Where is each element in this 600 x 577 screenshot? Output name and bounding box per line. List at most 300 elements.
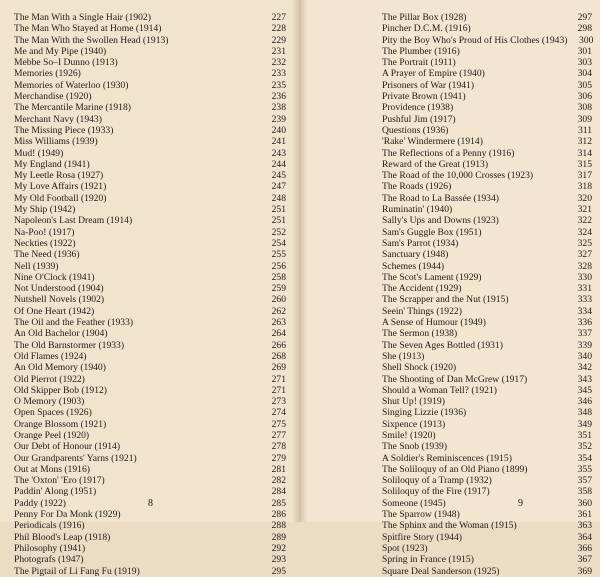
contents-entry	[382, 283, 592, 294]
entry-page-number: 233	[271, 68, 286, 80]
entry-page-number: 343	[577, 373, 592, 385]
entry-title: The Sermon (1938)	[382, 328, 458, 340]
entry-title: Paddy (1922)	[14, 497, 66, 509]
contents-entry	[14, 68, 286, 79]
entry-title: My Ship (1942)	[14, 204, 76, 216]
entry-title: The Man Who Stayed at Home (1914)	[14, 23, 162, 35]
entry-title: Someone (1945)	[382, 497, 446, 509]
entry-page-number: 321	[577, 204, 592, 216]
entry-title: The Pillar Box (1928)	[382, 12, 467, 23]
entry-title: A Sense of Humour (1949)	[382, 317, 486, 329]
contents-entry	[14, 464, 286, 475]
entry-title: Penny For Da Monk (1929)	[14, 509, 121, 521]
entry-page-number: 241	[271, 136, 286, 148]
contents-entry	[382, 532, 592, 543]
contents-entry	[382, 509, 592, 520]
contents-entry	[382, 351, 592, 362]
entry-title: The Accident (1929)	[382, 283, 462, 295]
entry-title: Out at Mons (1916)	[14, 463, 90, 475]
entry-page-number: 245	[271, 170, 286, 182]
contents-entry	[14, 272, 286, 283]
entry-title: The Snob (1939)	[382, 441, 448, 453]
contents-entry	[382, 294, 592, 305]
entry-page-number: 324	[577, 226, 592, 238]
contents-entry	[14, 80, 286, 91]
entry-page-number: 236	[271, 91, 286, 103]
entry-title: Old Flames (1924)	[14, 350, 87, 362]
contents-entry	[382, 520, 592, 531]
entry-page-number: 367	[577, 554, 592, 566]
contents-entry	[14, 430, 286, 441]
left-contents-list	[14, 12, 286, 577]
entry-title: Orange Peel (1920)	[14, 429, 90, 441]
entry-title: Spot (1923)	[382, 542, 428, 554]
entry-title: The Portrait (1911)	[382, 57, 456, 69]
entry-page-number: 297	[577, 12, 592, 23]
entry-title: Old Skipper Bob (1912)	[14, 384, 108, 396]
entry-title: The Roads (1926)	[382, 181, 452, 193]
contents-entry	[382, 57, 592, 68]
contents-entry	[382, 374, 592, 385]
contents-entry	[382, 193, 592, 204]
contents-entry	[382, 261, 592, 272]
entry-page-number: 231	[271, 45, 286, 57]
contents-entry	[382, 148, 592, 159]
entry-title: Soliloquy of the Fire (1917)	[382, 486, 490, 498]
entry-title: She (1913)	[382, 350, 425, 362]
entry-title: An Old Memory (1940)	[14, 362, 106, 374]
contents-entry	[14, 23, 286, 34]
contents-entry	[382, 486, 592, 497]
contents-entry	[382, 23, 592, 34]
entry-page-number: 322	[577, 215, 592, 227]
contents-entry	[14, 566, 286, 577]
entry-page-number: 235	[271, 79, 286, 91]
contents-entry	[382, 125, 592, 136]
entry-title: The Plumber (1916)	[382, 45, 460, 57]
entry-page-number: 289	[271, 531, 286, 543]
entry-title: Open Spaces (1926)	[14, 407, 92, 419]
contents-entry	[14, 475, 286, 486]
entry-page-number: 360	[577, 497, 592, 509]
entry-title: Sanctuary (1948)	[382, 249, 449, 261]
contents-entry	[14, 453, 286, 464]
entry-page-number: 284	[271, 486, 286, 498]
entry-title: The Mercantile Marine (1918)	[14, 102, 131, 114]
entry-page-number: 285	[271, 497, 286, 509]
contents-entry	[382, 566, 592, 577]
contents-entry	[382, 396, 592, 407]
entry-title: Our Debt of Honour (1914)	[14, 441, 121, 453]
contents-entry	[382, 136, 592, 147]
contents-entry	[14, 306, 286, 317]
entry-title: The Man With a Single Hair (1902)	[14, 12, 151, 23]
entry-page-number: 318	[577, 181, 592, 193]
entry-page-number: 263	[271, 317, 286, 329]
entry-title: Not Understood (1904)	[14, 283, 104, 295]
entry-title: The Reflections of a Penny (1916)	[382, 147, 515, 159]
contents-entry	[382, 249, 592, 260]
contents-entry	[14, 441, 286, 452]
entry-title: Providence (1938)	[382, 102, 454, 114]
entry-page-number: 308	[577, 102, 592, 114]
entry-title: The Scrapper and the Nut (1915)	[382, 294, 509, 306]
entry-page-number: 243	[271, 147, 286, 159]
entry-title: Paddin' Along (1951)	[14, 486, 97, 498]
left-page-number: 8	[148, 498, 153, 509]
contents-entry	[14, 543, 286, 554]
contents-entry	[14, 261, 286, 272]
entry-title: Pincher D.C.M. (1916)	[382, 23, 471, 35]
contents-entry	[14, 57, 286, 68]
entry-page-number: 339	[577, 339, 592, 351]
entry-page-number: 232	[271, 57, 286, 69]
contents-entry	[14, 396, 286, 407]
contents-entry	[382, 35, 592, 46]
entry-page-number: 337	[577, 328, 592, 340]
entry-page-number: 281	[271, 463, 286, 475]
contents-entry	[382, 407, 592, 418]
contents-entry	[382, 328, 592, 339]
entry-title: The Soliloquy of an Old Piano (1899)	[382, 463, 528, 475]
entry-title: Miss Williams (1939)	[14, 136, 98, 148]
entry-page-number: 238	[271, 102, 286, 114]
entry-page-number: 292	[271, 542, 286, 554]
entry-title: The Sphinx and the Woman (1915)	[382, 520, 517, 532]
entry-title: Sam's Parrot (1934)	[382, 237, 459, 249]
contents-entry	[382, 91, 592, 102]
entry-title: Photografs (1947)	[14, 554, 84, 566]
entry-title: Memories of Waterloo (1930)	[14, 79, 129, 91]
contents-entry	[382, 441, 592, 452]
entry-title: Mebbe So–I Dunno (1913)	[14, 57, 118, 69]
entry-title: The Road of the 10,000 Crosses (1923)	[382, 170, 534, 182]
entry-page-number: 274	[271, 407, 286, 419]
contents-entry	[14, 102, 286, 113]
entry-page-number: 340	[577, 350, 592, 362]
entry-title: Merchandise (1920)	[14, 91, 92, 103]
entry-page-number: 306	[577, 91, 592, 103]
contents-entry	[14, 91, 286, 102]
entry-title: Old Pierrot (1922)	[14, 373, 85, 385]
entry-title: An Old Bachelor (1904)	[14, 328, 108, 340]
contents-entry	[382, 385, 592, 396]
entry-page-number: 309	[577, 113, 592, 125]
contents-entry	[14, 509, 286, 520]
entry-title: Phil Blood's Leap (1918)	[14, 531, 111, 543]
entry-title: Reward of the Great (1913)	[382, 158, 489, 170]
entry-title: Shut Up! (1919)	[382, 396, 445, 408]
entry-page-number: 314	[577, 147, 592, 159]
contents-entry	[382, 181, 592, 192]
entry-page-number: 363	[577, 520, 592, 532]
contents-entry	[382, 317, 592, 328]
entry-page-number: 228	[271, 23, 286, 35]
entry-page-number: 355	[577, 463, 592, 475]
entry-title: Singing Lizzie (1936)	[382, 407, 467, 419]
entry-title: Nutshell Novels (1902)	[14, 294, 105, 306]
entry-page-number: 298	[577, 23, 592, 35]
entry-title: Me and My Pipe (1940)	[14, 45, 107, 57]
contents-entry	[382, 46, 592, 57]
entry-title: Sixpence (1913)	[382, 418, 446, 430]
entry-page-number: 317	[577, 170, 592, 182]
contents-entry	[14, 238, 286, 249]
contents-entry	[382, 204, 592, 215]
contents-entry	[14, 374, 286, 385]
entry-title: Nine O'Clock (1941)	[14, 271, 95, 283]
contents-entry	[382, 238, 592, 249]
entry-page-number: 325	[577, 237, 592, 249]
contents-entry	[14, 486, 286, 497]
entry-title: Sally's Ups and Downs (1923)	[382, 215, 499, 227]
contents-entry	[14, 283, 286, 294]
entry-page-number: 346	[577, 396, 592, 408]
entry-title: My England (1941)	[14, 158, 90, 170]
entry-page-number: 327	[577, 249, 592, 261]
contents-entry	[382, 215, 592, 226]
entry-page-number: 252	[271, 226, 286, 238]
entry-title: Na-Poo! (1917)	[14, 226, 75, 238]
contents-entry	[14, 340, 286, 351]
entry-title: The Seven Ages Bottled (1931)	[382, 339, 503, 351]
contents-entry	[14, 125, 286, 136]
entry-title: The Old Barnstormer (1933)	[14, 339, 125, 351]
contents-entry	[14, 159, 286, 170]
entry-title: Neckties (1922)	[14, 237, 76, 249]
entry-page-number: 256	[271, 260, 286, 272]
entry-page-number: 286	[271, 509, 286, 521]
entry-title: Mud! (1949)	[14, 147, 64, 159]
entry-title: 'Rake' Windermere (1914)	[382, 136, 483, 148]
entry-page-number: 330	[577, 271, 592, 283]
contents-entry	[382, 543, 592, 554]
entry-title: My Leetle Rosa (1927)	[14, 170, 104, 182]
entry-title: O Memory (1903)	[14, 396, 85, 408]
entry-page-number: 348	[577, 407, 592, 419]
entry-title: Our Grandparents' Yarns (1921)	[14, 452, 137, 464]
right-contents-list	[382, 12, 592, 577]
entry-title: Smile! (1920)	[382, 429, 436, 441]
entry-page-number: 227	[271, 12, 286, 23]
entry-page-number: 273	[271, 396, 286, 408]
entry-page-number: 295	[271, 565, 286, 577]
entry-title: The Need (1936)	[14, 249, 80, 261]
entry-title: Spitfire Story (1944)	[382, 531, 462, 543]
contents-entry	[382, 419, 592, 430]
entry-page-number: 251	[271, 215, 286, 227]
contents-entry	[14, 554, 286, 565]
contents-entry	[14, 385, 286, 396]
entry-title: Shell Shock (1920)	[382, 362, 457, 374]
entry-page-number: 268	[271, 350, 286, 362]
entry-page-number: 269	[271, 362, 286, 374]
entry-title: Ruminatin' (1940)	[382, 204, 453, 216]
contents-entry	[14, 12, 286, 23]
contents-entry	[14, 148, 286, 159]
entry-title: Sam's Guggle Box (1951)	[382, 226, 482, 238]
entry-page-number: 312	[577, 136, 592, 148]
entry-page-number: 352	[577, 441, 592, 453]
entry-title: My Love Affairs (1921)	[14, 181, 107, 193]
entry-title: The Shooting of Dan McGrew (1917)	[382, 373, 528, 385]
contents-entry	[14, 294, 286, 305]
contents-entry	[382, 12, 592, 23]
entry-page-number: 279	[271, 452, 286, 464]
entry-title: Philosophy (1941)	[14, 542, 86, 554]
entry-title: Spring in France (1915)	[382, 554, 474, 566]
contents-entry	[14, 407, 286, 418]
entry-title: Periodicals (1916)	[14, 520, 85, 532]
entry-page-number: 305	[577, 79, 592, 91]
entry-page-number: 334	[577, 305, 592, 317]
contents-entry	[382, 159, 592, 170]
contents-entry	[14, 532, 286, 543]
entry-page-number: 358	[577, 486, 592, 498]
entry-page-number: 336	[577, 317, 592, 329]
contents-entry	[382, 102, 592, 113]
entry-page-number: 277	[271, 429, 286, 441]
entry-title: The Man With the Swollen Head (1913)	[14, 34, 169, 46]
contents-entry	[382, 170, 592, 181]
entry-title: My Old Football (1920)	[14, 192, 107, 204]
contents-entry	[14, 35, 286, 46]
contents-entry	[14, 328, 286, 339]
right-page-number: 9	[518, 498, 523, 509]
entry-page-number: 251	[271, 204, 286, 216]
entry-page-number: 239	[271, 113, 286, 125]
right-page	[300, 0, 600, 577]
contents-entry	[382, 453, 592, 464]
entry-page-number: 258	[271, 271, 286, 283]
entry-page-number: 349	[577, 418, 592, 430]
entry-title: Should a Woman Tell? (1921)	[382, 384, 497, 396]
contents-entry	[14, 215, 286, 226]
contents-entry	[14, 136, 286, 147]
entry-title: Orange Blossom (1921)	[14, 418, 107, 430]
entry-page-number: 369	[577, 565, 592, 577]
entry-page-number: 254	[271, 237, 286, 249]
contents-entry	[14, 46, 286, 57]
entry-page-number: 271	[271, 373, 286, 385]
contents-entry	[382, 362, 592, 373]
entry-title: The Oil and the Feather (1933)	[14, 317, 134, 329]
entry-title: Prisoners of War (1941)	[382, 79, 475, 91]
entry-page-number: 366	[577, 542, 592, 554]
entry-title: Questions (1936)	[382, 124, 449, 136]
entry-title: A Prayer of Empire (1940)	[382, 68, 485, 80]
entry-title: Of One Heart (1942)	[14, 305, 95, 317]
contents-entry	[382, 306, 592, 317]
contents-entry	[14, 204, 286, 215]
entry-page-number: 278	[271, 441, 286, 453]
entry-title: Seein' Things (1922)	[382, 305, 462, 317]
contents-entry	[382, 227, 592, 238]
contents-entry	[14, 362, 286, 373]
contents-entry	[14, 351, 286, 362]
entry-page-number: 354	[577, 452, 592, 464]
entry-page-number: 260	[271, 294, 286, 306]
entry-page-number: 248	[271, 192, 286, 204]
entry-title: Square Deal Sanderson (1925)	[382, 565, 500, 577]
contents-entry	[382, 475, 592, 486]
entry-page-number: 304	[577, 68, 592, 80]
contents-entry	[14, 170, 286, 181]
entry-page-number: 333	[577, 294, 592, 306]
entry-page-number: 264	[271, 328, 286, 340]
entry-page-number: 351	[577, 429, 592, 441]
entry-page-number: 266	[271, 339, 286, 351]
entry-title: Napoleon's Last Dream (1914)	[14, 215, 133, 227]
entry-title: Merchant Navy (1943)	[14, 113, 102, 125]
contents-entry	[14, 227, 286, 238]
entry-title: Soliloquy of a Tramp (1932)	[382, 475, 492, 487]
contents-entry	[14, 181, 286, 192]
entry-title: The Pigtail of Li Fang Fu (1919)	[14, 565, 140, 577]
entry-title: Pity the Boy Who's Proud of His Clothes (1943)	[382, 34, 568, 46]
entry-title: The Road to La Bassée (1934)	[382, 192, 499, 204]
contents-entry	[382, 340, 592, 351]
entry-page-number: 275	[271, 418, 286, 430]
entry-title: The 'Oxton' 'Ero (1917)	[14, 475, 105, 487]
entry-title: The Missing Piece (1933)	[14, 124, 114, 136]
contents-entry	[14, 249, 286, 260]
entry-page-number: 315	[577, 158, 592, 170]
entry-page-number: 300	[579, 34, 594, 46]
contents-entry	[382, 80, 592, 91]
contents-entry	[382, 430, 592, 441]
contents-entry	[382, 272, 592, 283]
contents-entry	[382, 68, 592, 79]
contents-entry	[382, 114, 592, 125]
entry-page-number: 342	[577, 362, 592, 374]
entry-page-number: 229	[271, 34, 286, 46]
entry-page-number: 328	[577, 260, 592, 272]
entry-page-number: 244	[271, 158, 286, 170]
entry-page-number: 357	[577, 475, 592, 487]
entry-page-number: 311	[577, 124, 592, 136]
entry-title: Private Brown (1941)	[382, 91, 466, 103]
contents-entry	[382, 498, 592, 509]
entry-page-number: 361	[577, 509, 592, 521]
entry-page-number: 320	[577, 192, 592, 204]
entry-page-number: 247	[271, 181, 286, 193]
contents-entry	[14, 419, 286, 430]
entry-title: Pushful Jim (1917)	[382, 113, 456, 125]
contents-entry	[382, 554, 592, 565]
contents-entry	[14, 193, 286, 204]
contents-entry	[14, 114, 286, 125]
entry-title: The Sparrow (1948)	[382, 509, 460, 521]
entry-page-number: 345	[577, 384, 592, 396]
contents-entry	[14, 317, 286, 328]
entry-page-number: 293	[271, 554, 286, 566]
entry-page-number: 255	[271, 249, 286, 261]
entry-page-number: 364	[577, 531, 592, 543]
entry-title: The Scot's Lament (1929)	[382, 271, 482, 283]
contents-entry	[382, 464, 592, 475]
entry-page-number: 282	[271, 475, 286, 487]
entry-title: Nell (1939)	[14, 260, 59, 272]
entry-page-number: 259	[271, 283, 286, 295]
entry-page-number: 303	[577, 57, 592, 69]
entry-page-number: 240	[271, 124, 286, 136]
entry-title: Schemes (1944)	[382, 260, 445, 272]
entry-page-number: 271	[271, 384, 286, 396]
entry-page-number: 301	[577, 45, 592, 57]
entry-title: Memories (1926)	[14, 68, 81, 80]
book-gutter	[292, 0, 308, 522]
